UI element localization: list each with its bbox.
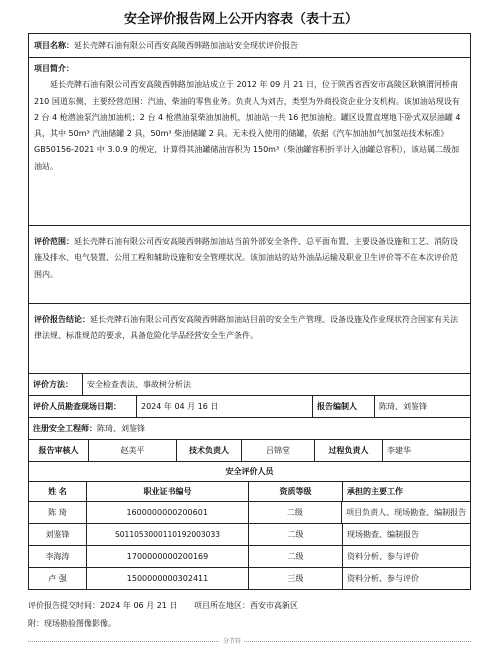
process-lead-label: 过程负责人 [315,440,383,461]
staff-name: 卢 强 [29,568,87,589]
staff-level: 二级 [249,502,343,523]
reviewer-value: 赵美平 [89,440,177,461]
conclusion-row [28,304,471,374]
staff-name: 刘鉴锋 [29,524,87,545]
staff-work: 现场勘查、编制报告 [347,530,419,539]
project-name-value: 延长壳牌石油有限公司西安高陵西韩路加油站安全现状评价报告 [74,41,298,50]
submit-label: 评价报告提交时间： [28,601,100,610]
staff-cert: 1700000000200169 [87,546,249,567]
registered-row [28,418,471,440]
registered-value: 陈琦、刘鉴锋 [97,424,145,433]
col-level: 资质等级 [249,482,343,501]
staff-level: 二级 [249,546,343,567]
table-row [28,502,471,524]
staff-work: 资料分析、参与评价 [347,574,419,583]
scope-row [28,226,471,304]
project-name-label: 项目名称： [34,41,74,50]
scope-label: 评价范围： [34,237,74,246]
staff-level: 三级 [249,568,343,589]
tech-lead-label: 技术负责人 [177,440,242,461]
process-lead-value: 李建华 [387,446,411,455]
staff-cert: S011053000110192003033 [87,524,249,545]
col-name: 姓 名 [29,482,87,501]
author-value: 陈琦、刘鉴锋 [379,402,427,411]
intro-text: 延长壳牌石油有限公司西安高陵西韩路加油站成立于 2012 年 09 月 21 日，位于陕西省西安市高陵区耿镇渭河桥南 210 国道东侧，主要经营范围：汽油、柴油的零售业务。负责人为刘吉，类型为外商投资企业分支机构。该加油站现设有 2 台 4 枪潜油泵汽油加油机；2 台 4 枪潜油泵柴油加油机，加油站一共 16 把加油枪。罐区设置直埋地下卧式双层油罐 4 具，其中 50m³ 汽油储罐 2 具，50m³ 柴油储罐 2 具。无未投入使用的储罐，依据《汽车加油加气加氢站技术标准》GB50156-2021 中 3.0.9 的规定，计算得其油罐储油容积为 150m³（柴油罐容积折半计入油罐总容积），该站属二级加油站。 [34,80,461,171]
staff-columns-row [28,482,471,502]
project-name-row [28,33,471,58]
method-row [28,374,471,396]
reviewers-row [28,440,471,462]
table-row [28,568,471,590]
conclusion-text: 延长壳牌石油有限公司西安高陵西韩路加油站目前的安全生产管理、设备设施及作业现状符合国家有关法律法规、标准规范的要求，具备危险化学品经营安全生产条件。 [34,315,458,341]
survey-date: 2024 年 04 月 16 日 [137,396,313,417]
page-title: 安全评价报告网上公开内容表（表十五） [123,12,358,27]
staff-header: 安全评价人员 [225,467,274,476]
registered-label: 注册安全工程师： [33,424,97,433]
section-break-label: 分节符 [220,636,244,645]
tech-lead-value: 吕锦堂 [242,440,315,461]
reviewer-label: 报告审核人 [29,440,89,461]
staff-name: 李海涛 [29,546,87,567]
scope-text: 延长壳牌石油有限公司西安高陵西韩路加油站当前外部安全条件、总平面布置、主要设备设施和工艺、消防设施及排水、电气装置、公用工程和辅助设施和安全管理状况。该加油站的站外油品运输及职业卫生评价等不在本次评价范围内。 [34,237,458,279]
submit-line [28,600,471,611]
region-value: 西安市高新区 [249,601,298,610]
staff-cert: 1600000000200601 [87,502,249,523]
intro-label: 项目简介： [34,64,74,73]
table-row [28,524,471,546]
intro-row [28,58,471,226]
author-label: 报告编制人 [313,396,375,417]
col-work: 承担的主要工作 [347,487,403,496]
staff-header-row [28,462,471,482]
section-break-line [28,641,471,642]
attachment-note: 附：现场勘验图像影像。 [28,619,116,628]
staff-work: 资料分析、参与评价 [347,552,419,561]
conclusion-label: 评价报告结论： [34,315,90,324]
submit-date: 2024 年 06 月 21 日 [100,601,178,610]
method-label: 评价方法： [29,374,83,395]
staff-name: 陈 琦 [29,502,87,523]
method-value: 安全检查表法、事故树分析法 [87,380,191,389]
staff-work: 项目负责人、现场勘查、编制报告 [346,508,467,517]
survey-label: 评价人员勘查现场日期： [29,396,137,417]
staff-cert: 1500000000302411 [87,568,249,589]
survey-row [28,396,471,418]
staff-level: 二级 [249,524,343,545]
disclosure-table [28,33,471,590]
region-label: 项目所在地区： [193,601,250,610]
col-cert: 职业证书编号 [87,482,249,501]
table-row [28,546,471,568]
